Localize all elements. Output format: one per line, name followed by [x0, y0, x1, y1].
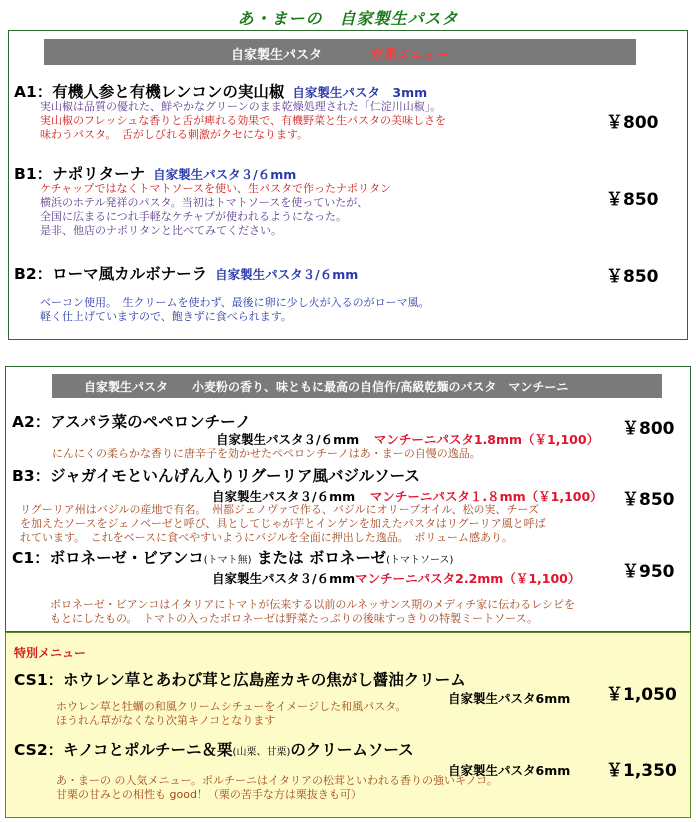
desc-line: ホウレン草と牡蠣の和風クリームシチューをイメージした和風パスタ。: [56, 700, 407, 713]
menu-item-name: ：ローマ風カルボナーラ: [36, 265, 208, 283]
desc-line: ケチャップではなくトマトソースを使い、生パスタで作ったナポリタン: [40, 182, 392, 195]
menu-item-code: CS2: [14, 741, 48, 759]
menu-item-name-alt: のクリームソース: [290, 741, 414, 759]
section-mancini-header: 自家製生パスタ 小麦粉の香り、味ともに最高の自信作/高級乾麺のパスタ マンチーニ: [52, 374, 662, 398]
menu-item-description: [56, 774, 498, 802]
menu-item-note: (山栗、甘栗): [232, 747, 291, 758]
menu-item-title: [14, 80, 427, 102]
menu-item-price: ￥800: [622, 419, 675, 439]
menu-item-pasta-options: [212, 569, 580, 587]
desc-line: リグーリア州はバジルの産地で有名。 州都ジェノヴァで作る、バジルにオリーブオイル、松の実、チーズ: [20, 503, 539, 516]
menu-item-price: ￥800: [606, 113, 659, 133]
desc-line: 是非、他店のナポリタンと比べてみてください。: [40, 224, 282, 237]
pasta-option-house: 自家製生パスタ３/６mm: [216, 432, 360, 447]
menu-item-description: [20, 503, 546, 545]
menu-item-name: ：有機人参と有機レンコンの実山椒: [36, 83, 285, 101]
menu-item-pasta-options: 自家製生パスタ6mm: [448, 691, 571, 706]
desc-line: 実山椒は品質の優れた、鮮やかなグリーンのまま乾燥処理された「仁淀川山椒」。: [40, 100, 442, 113]
menu-item-pasta-type: 自家製生パスタ 3mm: [292, 85, 428, 100]
menu-item-name: ：アスパラ菜のペペロンチーノ: [34, 413, 251, 431]
menu-item-description: [52, 447, 481, 461]
menu-item-pasta-type: 自家製生パスタ３/６mm: [215, 267, 359, 282]
section-standard-header-left: 自家製生パスタ: [230, 48, 322, 63]
menu-item-code: B3: [12, 467, 35, 485]
menu-item-code: CS1: [14, 671, 48, 689]
desc-line: 全国に広まるにつれ手軽なケチャプが使われるようになった。: [40, 210, 348, 223]
menu-item-title: [12, 464, 420, 486]
desc-line: ほうれん草がなくなり次第キノコとなります: [56, 714, 276, 727]
desc-line: もとにしたもの。 トマトの入ったボロネーゼは野菜たっぷりの後味すっきりの特製ミートソース。: [50, 612, 538, 625]
menu-item-title: [14, 162, 296, 184]
menu-item-title: [12, 410, 251, 432]
menu-item-title: [14, 738, 414, 760]
menu-item-name: ：キノコとポルチーニ＆栗: [47, 741, 233, 759]
menu-item-name-alt: または ボロネーゼ: [256, 549, 387, 567]
menu-item-pasta-options: 自家製生パスタ6mm: [448, 763, 571, 778]
pasta-option-mancini: マンチーニパスタ2.2mm（￥1,100）: [355, 571, 581, 586]
menu-item-title: [14, 668, 466, 690]
menu-item-price: ￥1,050: [606, 685, 677, 705]
menu-item-title: [12, 546, 453, 568]
menu-item-price: ￥950: [622, 562, 675, 582]
menu-item-code: B2: [14, 265, 37, 283]
menu-item-code: B1: [14, 165, 37, 183]
menu-item-code: C1: [12, 549, 35, 567]
section-standard-header: [44, 39, 636, 65]
menu-item-price: ￥850: [606, 267, 659, 287]
menu-item-price: ￥850: [622, 490, 675, 510]
desc-line: れています。 これをベースに食べやすいようにバジルを全面に押出した逸品。 ボリューム感あり。: [20, 531, 513, 544]
desc-line: を加えたソースをジェノベーゼと呼び、具としてじゃが芋とインゲンを加えたパスタはリグーリア風と呼ば: [20, 517, 546, 530]
pasta-option-house: 自家製生パスタ３/６mm: [212, 571, 356, 586]
desc-line: 甘栗の甘みとの相性も good！（栗の苦手な方は栗抜きも可）: [56, 788, 362, 801]
menu-item-description: [56, 700, 406, 728]
desc-line: にんにくの柔らかな香りに唐辛子を効かせたペペロンチーノはあ・まーの自慢の逸品。: [52, 447, 481, 460]
menu-item-name: ：ナポリターナ: [36, 165, 146, 183]
desc-line: 横浜のホテル発祥のパスタ。当初はトマトソースを使っていたが、: [40, 196, 369, 209]
menu-item-name: ：ボロネーゼ・ビアンコ: [34, 549, 204, 567]
menu-item-code: A1: [14, 83, 37, 101]
menu-item-price: ￥1,350: [606, 761, 677, 781]
desc-line: 軽く仕上げていますので、飽きずに食べられます。: [40, 310, 292, 323]
desc-line: あ・まーの の人気メニュー。ポルチーニはイタリアの松茸といわれる香りの強いキノコ。: [56, 774, 498, 787]
menu-item-note: (トマトソース): [386, 555, 454, 566]
desc-line: 実山椒のフレッシュな香りと舌が痺れる効果で、有機野菜と生パスタの美味しさを: [40, 114, 447, 127]
menu-item-price: ￥850: [606, 190, 659, 210]
menu-item-name: ：ホウレン草とあわび茸と広島産カキの焦がし醤油クリーム: [47, 671, 466, 689]
special-menu-label: 特別メニュー: [14, 646, 87, 660]
menu-item-pasta-options: [216, 430, 599, 448]
desc-line: ベーコン使用。 生クリームを使わず、最後に卵に少し火が入るのがローマ風。: [40, 296, 430, 309]
menu-item-description: [40, 296, 430, 324]
menu-item-code: A2: [12, 413, 35, 431]
menu-item-note: (トマト無): [203, 555, 252, 566]
menu-item-description: [40, 182, 391, 238]
desc-line: ボロネーゼ・ビアンコはイタリアにトマトが伝来する以前のルネッサンス期のメディチ家に伝わるレシピを: [50, 598, 575, 611]
page-title: あ・まーの 自家製生パスタ: [237, 9, 459, 28]
section-standard-header-right: 定番メニュー: [371, 48, 450, 63]
menu-item-pasta-type: 自家製生パスタ３/６mm: [153, 167, 297, 182]
menu-item-description: [50, 598, 575, 626]
menu-item-title: [14, 262, 358, 284]
menu-item-name: ：ジャガイモといんげん入りリグーリア風バジルソース: [34, 467, 420, 485]
desc-line: 味わうパスタ。 舌がしびれる刺激がクセになります。: [40, 128, 308, 141]
pasta-option-mancini: マンチーニパスタ1.8mm（￥1,100）: [373, 432, 600, 447]
pasta-option-mancini: マンチーニパスタ１.８mm（￥1,100）: [369, 489, 603, 504]
menu-item-description: [40, 100, 446, 142]
pasta-option-house: 自家製生パスタ３/６mm: [212, 489, 356, 504]
